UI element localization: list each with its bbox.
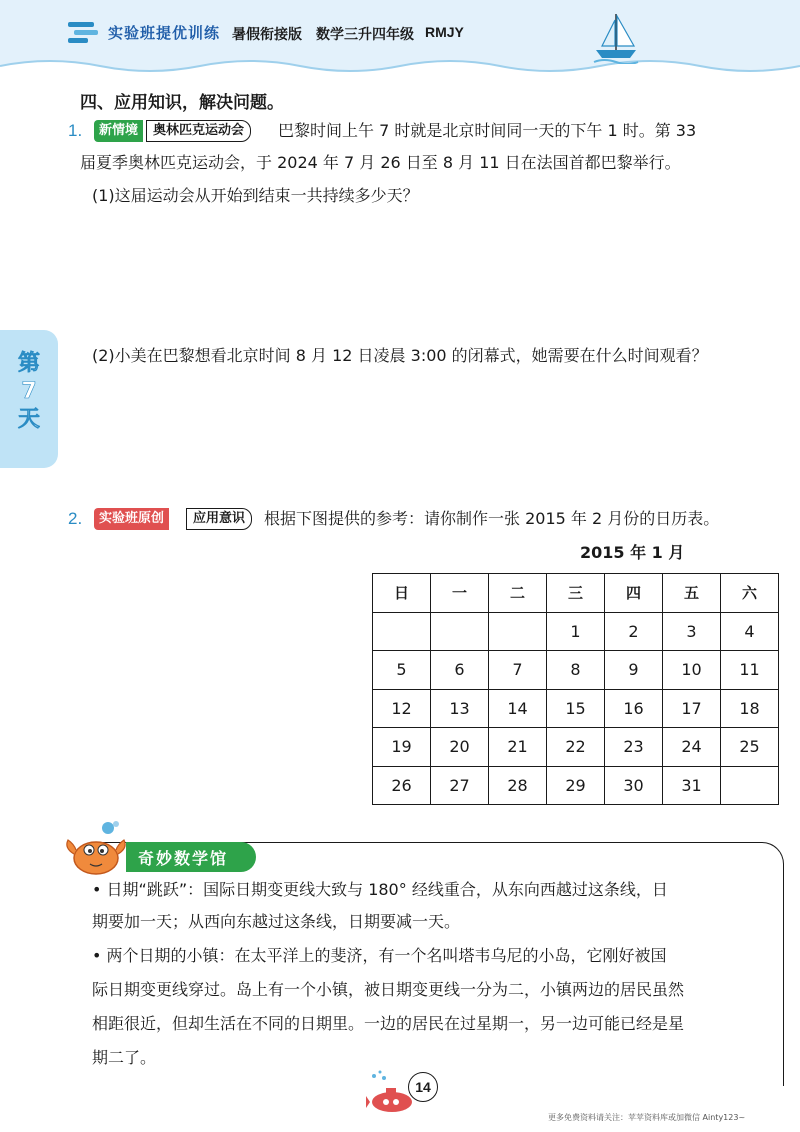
question-2-tag-application: 应用意识 [186,508,252,530]
calendar-day-cell: 24 [663,728,721,767]
calendar-day-cell: 5 [373,651,431,690]
section-title: 四、应用知识，解决问题。 [80,93,284,113]
calendar-header-cell: 六 [721,574,779,613]
fun-math-paragraph-2-line-3: 相距很近，但却生活在不同的日期里。一边的居民在过星期一，另一边可能已经是星 [92,1014,685,1033]
calendar-day-cell: 28 [489,766,547,805]
calendar-day-cell: 8 [547,651,605,690]
calendar-week-row [373,651,779,690]
calendar-day-cell: 27 [431,766,489,805]
fun-math-paragraph-1-line-1: • 日期“跳跃”：国际日期变更线大致与 180° 经线重合，从东向西越过这条线，日 [92,880,668,899]
calendar-day-cell: 11 [721,651,779,690]
fun-math-paragraph-2-line-1: • 两个日期的小镇：在太平洋上的斐济，有一个名叫塔韦乌尼的小岛，它刚好被国 [92,946,667,965]
calendar-day-cell: 10 [663,651,721,690]
question-2-tag-original: 实验班原创 [94,508,169,530]
calendar-week-row [373,766,779,805]
question-1-line-2: 届夏季奥林匹克运动会，于 2024 年 7 月 26 日至 8 月 11 日在法国首都巴黎举行。 [80,153,681,172]
calendar-day-cell: 12 [373,689,431,728]
calendar-day-cell: 15 [547,689,605,728]
calendar-day-cell: 3 [663,612,721,651]
calendar-day-cell [489,612,547,651]
calendar-day-cell: 29 [547,766,605,805]
question-1-tag-new-context: 新情境 [94,120,143,142]
header-brand: 实验班提优训练 [108,24,221,42]
header-wave-decoration [0,56,800,76]
page-number: 14 [408,1072,438,1102]
fun-math-paragraph-2-line-2: 际日期变更线穿过。岛上有一个小镇，被日期变更线一分为二，小镇两边的居民虽然 [92,980,685,999]
calendar-day-cell [721,766,779,805]
calendar-day-cell: 9 [605,651,663,690]
logo-icon [66,16,102,46]
calendar-day-cell: 20 [431,728,489,767]
header-grade: 数学三升四年级 [316,27,414,43]
calendar-day-cell: 25 [721,728,779,767]
calendar-header-cell: 五 [663,574,721,613]
calendar-header-cell: 二 [489,574,547,613]
calendar-day-cell: 1 [547,612,605,651]
calendar-week-row [373,728,779,767]
calendar-day-cell [373,612,431,651]
header-code: RMJY [425,24,464,40]
calendar-day-cell: 16 [605,689,663,728]
calendar-week-row [373,612,779,651]
calendar-day-cell: 31 [663,766,721,805]
calendar-day-cell: 17 [663,689,721,728]
question-2-number: 2. [68,509,83,528]
question-1-part-1: (1)这届运动会从开始到结束一共持续多少天？ [92,186,419,205]
fun-math-title: 奇妙数学馆 [138,849,229,868]
calendar-day-cell: 4 [721,612,779,651]
calendar-day-cell: 18 [721,689,779,728]
fun-math-paragraph-2-line-4: 期二了。 [92,1048,157,1067]
question-1-part-2: (2)小美在巴黎想看北京时间 8 月 12 日凌晨 3:00 的闭幕式，她需要在什么时间观看？ [92,346,708,365]
calendar-day-cell: 21 [489,728,547,767]
question-1-number: 1. [68,121,83,140]
calendar-day-cell: 2 [605,612,663,651]
calendar-day-cell: 7 [489,651,547,690]
day-side-tab-label: 第7天 [17,351,40,432]
header-edition: 暑假衔接版 [232,27,302,43]
calendar-day-cell: 6 [431,651,489,690]
calendar-table [372,573,779,805]
question-2-text: 根据下图提供的参考：请你制作一张 2015 年 2 月份的日历表。 [264,509,720,528]
calendar-day-cell: 13 [431,689,489,728]
crab-mascot-icon [62,818,132,880]
question-1-tag-olympics: 奥林匹克运动会 [146,120,251,142]
calendar-day-cell: 19 [373,728,431,767]
calendar-title: 2015 年 1 月 [580,543,685,562]
footer-note: 更多免费资料请关注：苹苹资料库或加微信 Ainty123~ [548,1113,746,1122]
sailboat-icon [592,10,640,64]
calendar-week-row [373,689,779,728]
calendar-header-cell: 四 [605,574,663,613]
calendar-header-cell: 一 [431,574,489,613]
fun-math-paragraph-1-line-2: 期要加一天；从西向东越过这条线，日期要减一天。 [92,912,461,931]
question-1-line-1: 巴黎时间上午 7 时就是北京时间同一天的下午 1 时。第 33 [278,121,697,140]
calendar-header-row [373,574,779,613]
calendar-header-cell: 三 [547,574,605,613]
calendar-day-cell: 14 [489,689,547,728]
calendar-header-cell: 日 [373,574,431,613]
calendar-day-cell [431,612,489,651]
calendar-day-cell: 26 [373,766,431,805]
calendar-day-cell: 30 [605,766,663,805]
calendar-day-cell: 22 [547,728,605,767]
calendar-day-cell: 23 [605,728,663,767]
